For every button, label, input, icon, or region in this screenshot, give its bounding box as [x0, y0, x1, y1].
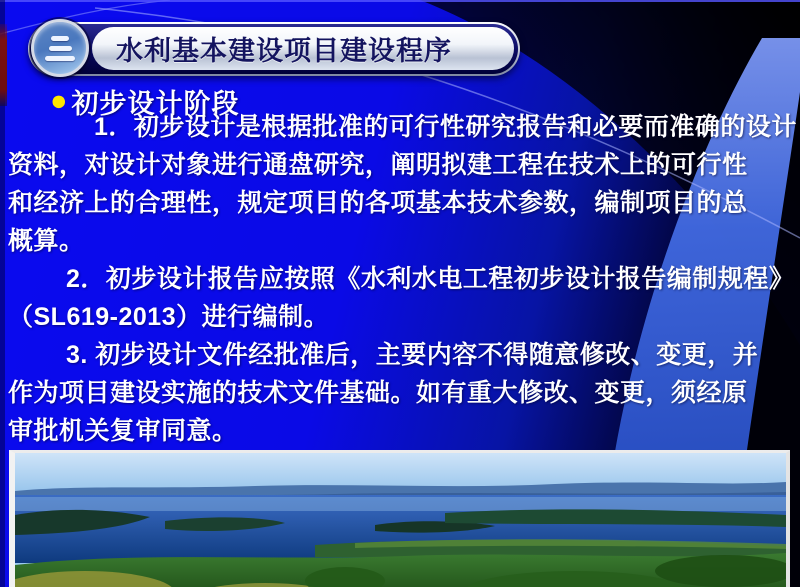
bar-top	[51, 36, 69, 41]
body-line: （SL619-2013）进行编制。	[8, 303, 330, 331]
left-edge-accent	[0, 24, 7, 106]
page-title: 水利基本建设项目建设程序	[116, 36, 452, 66]
body-line: 概算。	[8, 227, 85, 255]
landscape-photo-art	[15, 453, 786, 587]
body-text	[8, 108, 797, 450]
body-line: 资料，对设计对象进行通盘研究，阐明拟建工程在技术上的可行性	[8, 151, 748, 179]
three-bars-icon	[31, 19, 89, 77]
body-line: 1．初步设计是根据批准的可行性研究报告和必要而准确的设计	[94, 113, 797, 141]
title-bar	[28, 22, 520, 76]
body-line: 2．初步设计报告应按照《水利水电工程初步设计报告编制规程》	[66, 265, 795, 293]
title-pill	[92, 27, 514, 70]
body-line: 审批机关复审同意。	[8, 417, 238, 445]
body-line: 和经济上的合理性，规定项目的各项基本技术参数，编制项目的总	[8, 189, 748, 217]
body-line: 作为项目建设实施的技术文件基础。如有重大修改、变更，须经原	[8, 379, 748, 407]
landscape-photo	[9, 450, 790, 587]
section-heading-label: 初步设计阶段	[71, 89, 240, 119]
body-line: 3. 初步设计文件经批准后，主要内容不得随意修改、变更，并	[66, 341, 759, 369]
bullet-icon: ●	[50, 85, 69, 117]
bar-bottom	[45, 56, 75, 61]
bar-middle	[49, 46, 72, 51]
